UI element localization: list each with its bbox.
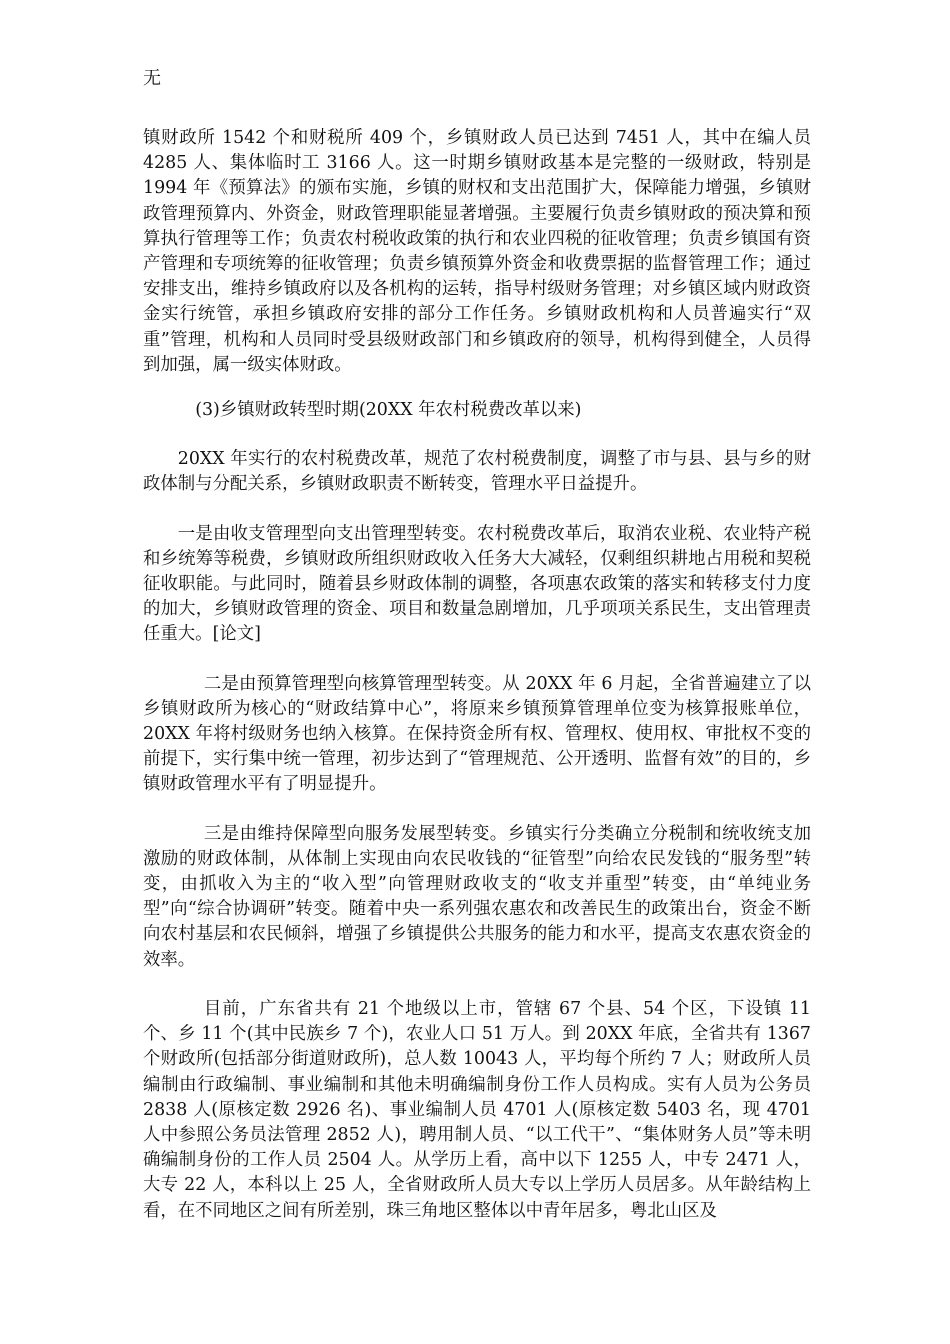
paragraph-intro: 20XX 年实行的农村税费改革，规范了农村税费制度，调整了市与县、县与乡的财政体制与分配关系，乡镇财政职责不断转变，管理水平日益提升。: [143, 449, 811, 495]
paragraph-point-one: 一是由收支管理型向支出管理型转变。农村税费改革后，取消农业税、农业特产税和乡统筹等税费，乡镇财政所组织财政收入任务大大减轻，仅剩组织耕地占用税和契税征收职能。与此同时，随着县乡财政体制的调整，各项惠农政策的落实和转移支付力度的加大，乡镇财政管理的资金、项目和数量急剧增加，几乎项项关系民生，支出管理责任重大。[论文]: [143, 523, 811, 645]
paragraph-continuation: 镇财政所 1542 个和财税所 409 个，乡镇财政人员已达到 7451 人，其中在编人员 4285 人、集体临时工 3166 人。这一时期乡镇财政基本是完整的一级财政，特别是 1994 年《预算法》的颁布实施，乡镇的财权和支出范围扩大，保障能力增强，乡镇财政管理预算内、外资金，财政管理职能显著增强。主要履行负责乡镇财政的预决算和预算执行管理等工作；负责农村税收政策的执行和农业四税的征收管理；负责乡镇国有资产管理和专项统筹的征收管理；负责乡镇预算外资金和收费票据的监督管理工作；通过安排支出，维持乡镇政府以及各机构的运转，指导村级财务管理；对乡镇区域内财政资金实行统管，承担乡镇政府安排的部分工作任务。乡镇财政机构和人员普遍实行“双重”管理，机构和人员同时受县级财政部门和乡镇政府的领导，机构得到健全，人员得到加强，属一级实体财政。: [143, 128, 811, 375]
paragraph-point-three: 三是由维持保障型向服务发展型转变。乡镇实行分类确立分税制和统收统支加激励的财政体制，从体制上实现由向农民收钱的“征管型”向给农民发钱的“服务型”转变，由抓收入为主的“收入型”向管理财政收支的“收支并重型”转变，由“单纯业务型”向“综合协调研”转变。随着中央一系列强农惠农和改善民生的政策出台，资金不断向农村基层和农民倾斜，增强了乡镇提供公共服务的能力和水平，提高支农惠农资金的效率。: [143, 823, 811, 970]
page-header: 无: [143, 68, 161, 89]
section-heading: (3)乡镇财政转型时期(20XX 年农村税费改革以来): [195, 400, 582, 421]
paragraph-current-status: 目前，广东省共有 21 个地级以上市，管辖 67 个县、54 个区，下设镇 11 个、乡 11 个(其中民族乡 7 个)，农业人口 51 万人。到 20XX 年底，全省共有 1367 个财政所(包括部分街道财政所)，总人数 10043 人，平均每个所约 7 人；财政所人员编制由行政编制、事业编制和其他未明确编制身份工作人员构成。实有人员为公务员 2838 人(原核定数 2926 名)、事业编制人员 4701 人(原核定数 5403 名，现 4701 人中参照公务员法管理 2852 人)，聘用制人员、“以工代干”、“集体财务人员”等未明确编制身份的工作人员 2504 人。从学历上看，高中以下 1255 人，中专 2471 人，大专 22 人，本科以上 25 人，全省财政所人员大专以上学历人员居多。从年龄结构上看，在不同地区之间有所差别，珠三角地区整体以中青年居多，粤北山区及: [143, 998, 811, 1221]
paragraph-point-two: 二是由预算管理型向核算管理型转变。从 20XX 年 6 月起，全省普遍建立了以乡镇财政所为核心的“财政结算中心”，将原来乡镇预算管理单位变为核算报账单位，20XX 年将村级财务也纳入核算。在保持资金所有权、管理权、使用权、审批权不变的前提下，实行集中统一管理，初步达到了“管理规范、公开透明、监督有效”的目的，乡镇财政管理水平有了明显提升。: [143, 673, 811, 795]
document-body: [143, 126, 811, 1248]
